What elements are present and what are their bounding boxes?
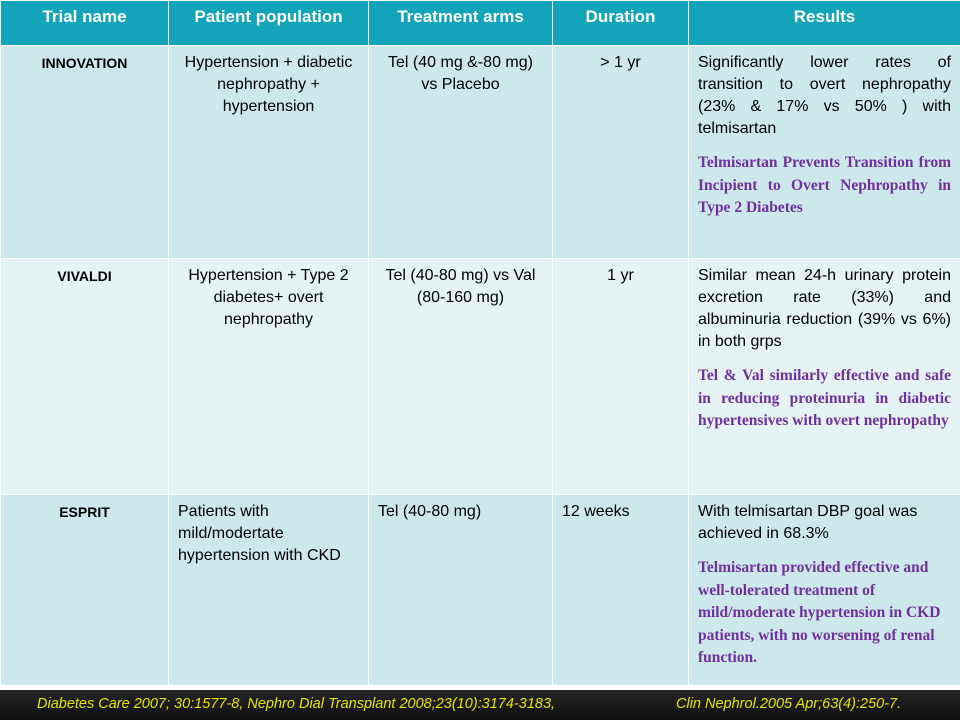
table-header-row (1, 1, 960, 46)
trial-name-cell: ESPRIT (1, 495, 169, 686)
population-cell: Hypertension + Type 2 diabetes+ overt nephropathy (169, 259, 369, 495)
arms-cell: Tel (40 mg &-80 mg) vs Placebo (369, 46, 553, 259)
header-trial-name: Trial name (1, 1, 169, 46)
header-treatment-arms: Treatment arms (369, 1, 553, 46)
results-cell (689, 495, 960, 686)
header-results: Results (689, 1, 960, 46)
result-conclusion: Tel & Val similarly effective and safe in reducing proteinuria in diabetic hypertensives with overt nephropathy (698, 367, 951, 429)
result-text: With telmisartan DBP goal was achieved in 68.3% (698, 503, 918, 542)
trial-name-cell: INNOVATION (1, 46, 169, 259)
header-patient-population: Patient population (169, 1, 369, 46)
result-text: Similar mean 24-h urinary protein excretion rate (33%) and albuminuria reduction (39% vs 6%) in both grps (698, 267, 951, 350)
references-right: Clin Nephrol.2005 Apr;63(4):250-7. (676, 696, 902, 712)
header-duration: Duration (553, 1, 689, 46)
references-footer (0, 690, 960, 720)
table-row (1, 46, 960, 259)
population-cell: Hypertension + diabetic nephropathy + hypertension (169, 46, 369, 259)
result-text: Significantly lower rates of transition to overt nephropathy (23% & 17% vs 50% ) with telmisartan (698, 54, 951, 137)
table-row (1, 495, 960, 686)
population-cell: Patients with mild/modertate hypertension with CKD (169, 495, 369, 686)
results-cell (689, 259, 960, 495)
references-left: Diabetes Care 2007; 30:1577-8, Nephro Dial Transplant 2008;23(10):3174-3183, (37, 696, 556, 712)
table-row (1, 259, 960, 495)
trial-name-cell: VIVALDI (1, 259, 169, 495)
result-conclusion: Telmisartan provided effective and well-tolerated treatment of mild/moderate hypertension in CKD patients, with no worsening of renal function. (698, 559, 941, 666)
arms-cell: Tel (40-80 mg) vs Val (80-160 mg) (369, 259, 553, 495)
result-conclusion: Telmisartan Prevents Transition from Incipient to Overt Nephropathy in Type 2 Diabetes (698, 154, 951, 216)
arms-cell: Tel (40-80 mg) (369, 495, 553, 686)
duration-cell: > 1 yr (553, 46, 689, 259)
duration-cell: 12 weeks (553, 495, 689, 686)
duration-cell: 1 yr (553, 259, 689, 495)
results-cell (689, 46, 960, 259)
